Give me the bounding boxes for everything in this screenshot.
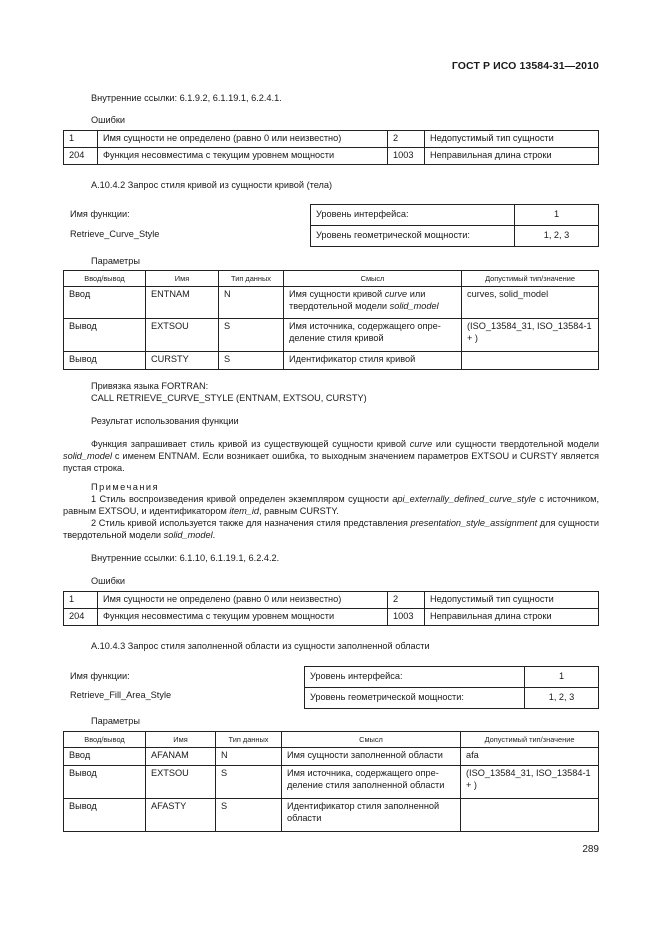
notes-label: Примечания (91, 482, 160, 492)
error-text: Функция несовместима с текущим уровнем мощности (98, 609, 388, 626)
section-heading-2: А.10.4.2 Запрос стиля кривой из сущности кривой (тела) (91, 180, 333, 190)
param-allowed (461, 799, 599, 832)
param-name: CURSTY (146, 352, 219, 370)
error-text: Неправильная длина строки (425, 609, 599, 626)
param-allowed: afa (461, 748, 599, 766)
table-row (64, 319, 599, 352)
param-io: Вывод (64, 319, 146, 352)
function-name: Retrieve_Fill_Area_Style (70, 690, 172, 700)
error-code: 2 (388, 131, 425, 148)
error-text: Недопустимый тип сущности (425, 131, 599, 148)
params-table-2 (63, 270, 599, 370)
table-row (64, 799, 599, 832)
note-1: 1 Стиль воспроизведения кривой определен экземпляром сущности api_externally_defined_curve_style с источником, равным EXTSOU, и идентификатором item_id, равным CURSTY. (63, 494, 600, 516)
table-row (64, 352, 599, 370)
param-meaning: Имя сущности кривой curve или твердотельной модели solid_model (284, 287, 462, 319)
table-row (311, 226, 599, 247)
function-name: Retrieve_Curve_Style (70, 229, 160, 239)
table-row (64, 592, 599, 609)
error-code: 2 (388, 592, 425, 609)
geometry-level-value: 1, 2, 3 (525, 688, 599, 709)
document-id: ГОСТ Р ИСО 13584-31—2010 (451, 60, 599, 72)
param-type: N (219, 287, 284, 319)
interface-level-label: Уровень интерфейса: (311, 205, 515, 226)
error-text: Имя сущности не определено (равно 0 или неизвестно) (98, 592, 388, 609)
interface-level-label: Уровень интерфейса: (305, 667, 525, 688)
param-io: Вывод (64, 766, 146, 799)
column-header: Допустимый тип/значение (461, 732, 599, 748)
table-header-row (64, 732, 599, 748)
internal-refs-1: Внутренние ссылки: 6.1.9.2, 6.1.19.1, 6.2.4.1. (91, 93, 282, 103)
param-allowed: (ISO_13584_31, ISO_13584-1 + ) (461, 766, 599, 799)
param-meaning: Идентификатор стиля кривой (284, 352, 462, 370)
param-allowed: curves, solid_model (462, 287, 599, 319)
function-label: Имя функции: (70, 671, 130, 681)
param-type: S (219, 352, 284, 370)
error-code: 1003 (388, 148, 425, 165)
param-name: AFASTY (146, 799, 216, 832)
param-allowed: (ISO_13584_31, ISO_13584-1 + ) (462, 319, 599, 352)
param-meaning: Идентификатор стиля заполненной области (282, 799, 461, 832)
binding-title: Привязка языка FORTRAN: (91, 381, 209, 391)
column-header: Имя (146, 732, 216, 748)
errors-label-1: Ошибки (91, 115, 126, 125)
param-type: S (216, 766, 282, 799)
error-code: 204 (64, 609, 98, 626)
internal-refs-2: Внутренние ссылки: 6.1.10, 6.1.19.1, 6.2.4.2. (91, 553, 280, 563)
table-row (64, 609, 599, 626)
table-header-row (64, 271, 599, 287)
params-table-3 (63, 731, 599, 832)
table-row (64, 748, 599, 766)
table-row (305, 667, 599, 688)
table-row (64, 148, 599, 165)
param-io: Вывод (64, 352, 146, 370)
column-header: Допустимый тип/значение (462, 271, 599, 287)
binding-call: CALL RETRIEVE_CURVE_STYLE (ENTNAM, EXTSOU, CURSTY) (91, 393, 367, 403)
errors-table-2 (63, 591, 599, 626)
function-levels-table-3 (304, 666, 599, 709)
param-allowed (462, 352, 599, 370)
error-text: Неправильная длина строки (425, 148, 599, 165)
param-type: N (216, 748, 282, 766)
geometry-level-label: Уровень геометрической мощности: (311, 226, 515, 247)
params-label-2: Параметры (91, 256, 140, 266)
error-text: Функция несовместима с текущим уровнем мощности (98, 148, 388, 165)
column-header: Смысл (284, 271, 462, 287)
param-meaning: Имя сущности заполненной области (282, 748, 461, 766)
section-heading-3: А.10.4.3 Запрос стиля заполненной области из сущности заполненной области (91, 641, 430, 651)
errors-table-1 (63, 130, 599, 165)
geometry-level-label: Уровень геометрической мощности: (305, 688, 525, 709)
param-type: S (216, 799, 282, 832)
param-io: Ввод (64, 748, 146, 766)
error-code: 1003 (388, 609, 425, 626)
column-header: Тип данных (216, 732, 282, 748)
param-name: EXTSOU (146, 319, 219, 352)
error-text: Имя сущности не определено (равно 0 или неизвестно) (98, 131, 388, 148)
error-code: 1 (64, 592, 98, 609)
param-meaning: Имя источника, содержащего опре-деление стиля заполненной области (282, 766, 461, 799)
param-type: S (219, 319, 284, 352)
function-label: Имя функции: (70, 209, 130, 219)
result-label: Результат использования функции (91, 416, 239, 426)
interface-level-value: 1 (525, 667, 599, 688)
param-name: ENTNAM (146, 287, 219, 319)
error-code: 1 (64, 131, 98, 148)
note-2: 2 Стиль кривой используется также для назначения стиля представления presentation_style_assignment для сущности твердотельной модели solid_model. (63, 518, 599, 540)
column-header: Тип данных (219, 271, 284, 287)
page-number: 289 (582, 844, 599, 855)
function-levels-table-2 (310, 204, 599, 247)
table-row (64, 131, 599, 148)
column-header: Ввод/вывод (64, 732, 146, 748)
column-header: Ввод/вывод (64, 271, 146, 287)
param-io: Ввод (64, 287, 146, 319)
error-code: 204 (64, 148, 98, 165)
params-label-3: Параметры (91, 716, 140, 726)
errors-label-2: Ошибки (91, 576, 126, 586)
param-io: Вывод (64, 799, 146, 832)
column-header: Имя (146, 271, 219, 287)
error-text: Недопустимый тип сущности (425, 592, 599, 609)
table-row (311, 205, 599, 226)
table-row (64, 766, 599, 799)
param-name: EXTSOU (146, 766, 216, 799)
interface-level-value: 1 (515, 205, 599, 226)
param-meaning: Имя источника, содержащего опре-деление стиля кривой (284, 319, 462, 352)
param-name: AFANAM (146, 748, 216, 766)
table-row (64, 287, 599, 319)
geometry-level-value: 1, 2, 3 (515, 226, 599, 247)
result-paragraph: Функция запрашивает стиль кривой из существующей сущности кривой curve или сущности твердотельной модели solid_model с именем ENTNAM. Если возникает ошибка, то выходным значением параметров EXTSOU и CURSTY является пустая строка. (63, 439, 600, 473)
column-header: Смысл (282, 732, 461, 748)
table-row (305, 688, 599, 709)
